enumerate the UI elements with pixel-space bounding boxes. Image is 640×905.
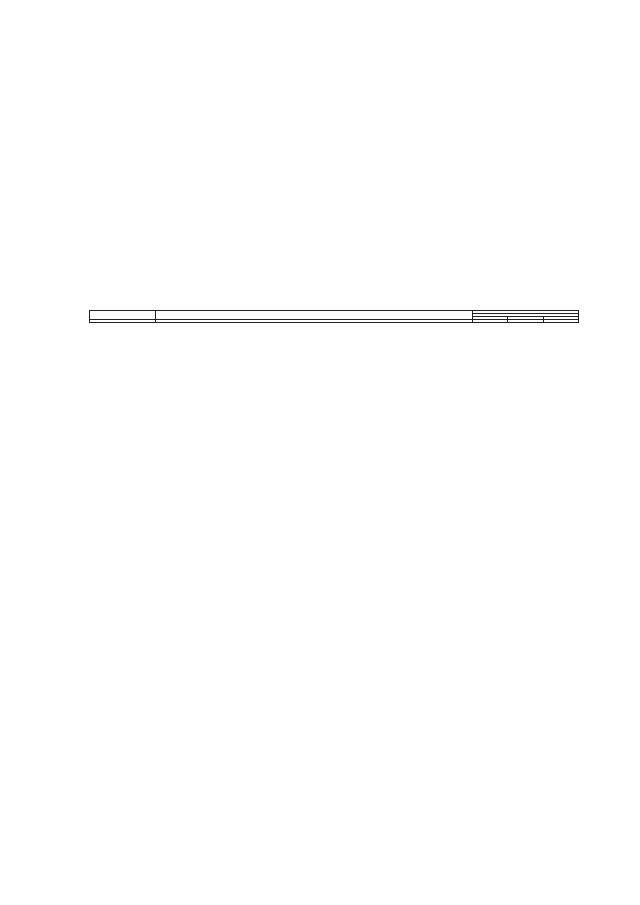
header-article [90, 311, 156, 320]
disease-category-table [89, 310, 579, 323]
row-value-2 [508, 320, 543, 323]
header-name [155, 311, 473, 320]
row-name [155, 320, 473, 323]
row-article [90, 320, 156, 323]
row-value-1 [473, 320, 508, 323]
row-value-3 [543, 320, 578, 323]
table-row [90, 320, 579, 323]
